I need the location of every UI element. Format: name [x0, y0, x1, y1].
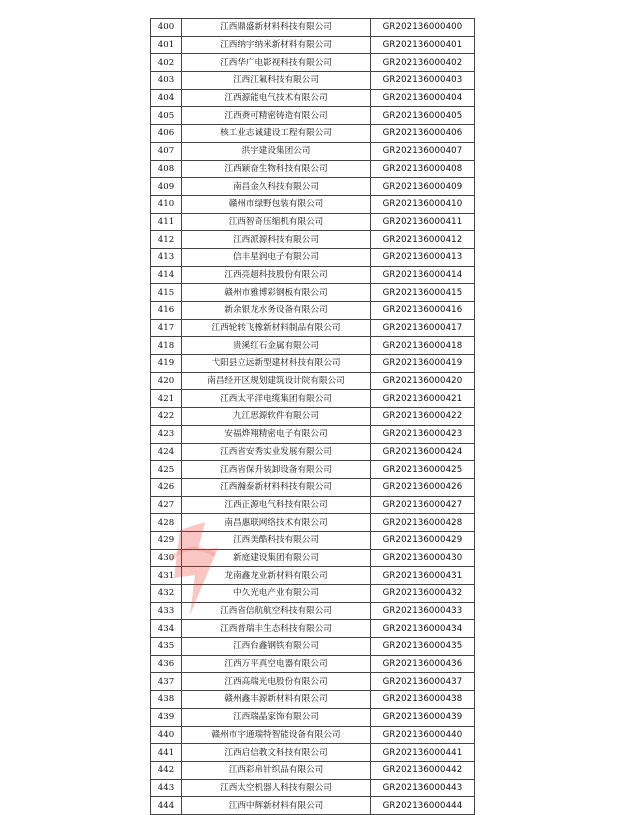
certificate-code-cell: GR202136000440 [371, 726, 475, 744]
company-name-cell: 新余银龙水务设备有限公司 [182, 302, 371, 320]
company-name-cell: 弋阳县立远新型建材科技有限公司 [182, 355, 371, 373]
company-name-cell: 核工业志诚建设工程有限公司 [182, 125, 371, 143]
table-row [151, 691, 475, 709]
company-name-cell: 贵溪红石金属有限公司 [182, 337, 371, 355]
certificate-code-cell: GR202136000423 [371, 425, 475, 443]
row-number-cell: 420 [151, 372, 182, 390]
company-name-cell: 江西普瑞丰生态科技有限公司 [182, 620, 371, 638]
certificate-code-cell: GR202136000405 [371, 107, 475, 125]
certificate-code-cell: GR202136000435 [371, 638, 475, 656]
certificate-code-cell: GR202136000406 [371, 125, 475, 143]
row-number-cell: 429 [151, 531, 182, 549]
table-row [151, 372, 475, 390]
table-row [151, 761, 475, 779]
table-row [151, 107, 475, 125]
certificate-code-cell: GR202136000407 [371, 142, 475, 160]
certificate-code-cell: GR202136000419 [371, 355, 475, 373]
row-number-cell: 407 [151, 142, 182, 160]
row-number-cell: 432 [151, 585, 182, 603]
certificate-code-cell: GR202136000415 [371, 284, 475, 302]
company-name-cell: 江西高瑞光电股份有限公司 [182, 673, 371, 691]
company-name-cell: 新庭建设集团有限公司 [182, 549, 371, 567]
table-row [151, 142, 475, 160]
certificate-code-cell: GR202136000421 [371, 390, 475, 408]
certificate-code-cell: GR202136000401 [371, 36, 475, 54]
company-name-cell: 江西颖奋生物科技有限公司 [182, 160, 371, 178]
table-row [151, 638, 475, 656]
certificate-code-cell: GR202136000431 [371, 567, 475, 585]
table-row [151, 284, 475, 302]
row-number-cell: 412 [151, 231, 182, 249]
company-name-cell: 赣州市雅博彩钢板有限公司 [182, 284, 371, 302]
row-number-cell: 433 [151, 602, 182, 620]
table-row [151, 36, 475, 54]
company-name-cell: 江西江氟科技有限公司 [182, 72, 371, 90]
row-number-cell: 423 [151, 425, 182, 443]
table-row [151, 726, 475, 744]
enterprise-list-table [150, 18, 475, 815]
table-row [151, 390, 475, 408]
certificate-code-cell: GR202136000441 [371, 744, 475, 762]
row-number-cell: 415 [151, 284, 182, 302]
company-name-cell: 江西彩帛针织品有限公司 [182, 761, 371, 779]
table-row [151, 19, 475, 37]
table-row [151, 514, 475, 532]
row-number-cell: 440 [151, 726, 182, 744]
row-number-cell: 421 [151, 390, 182, 408]
row-number-cell: 403 [151, 72, 182, 90]
company-name-cell: 江西太平洋电缆集团有限公司 [182, 390, 371, 408]
table-row [151, 302, 475, 320]
company-name-cell: 江西源能电气技术有限公司 [182, 89, 371, 107]
row-number-cell: 404 [151, 89, 182, 107]
row-number-cell: 443 [151, 779, 182, 797]
certificate-code-cell: GR202136000403 [371, 72, 475, 90]
company-name-cell: 江西赉可精密铸造有限公司 [182, 107, 371, 125]
table-row [151, 178, 475, 196]
certificate-code-cell: GR202136000424 [371, 443, 475, 461]
table-body [151, 19, 475, 815]
certificate-code-cell: GR202136000418 [371, 337, 475, 355]
certificate-code-cell: GR202136000427 [371, 496, 475, 514]
table-row [151, 602, 475, 620]
certificate-code-cell: GR202136000437 [371, 673, 475, 691]
company-name-cell: 江西省安秀实业发展有限公司 [182, 443, 371, 461]
company-name-cell: 江西正源电气科技有限公司 [182, 496, 371, 514]
table-row [151, 779, 475, 797]
company-name-cell: 江西瑞晶家饰有限公司 [182, 708, 371, 726]
table-row [151, 319, 475, 337]
row-number-cell: 414 [151, 266, 182, 284]
row-number-cell: 418 [151, 337, 182, 355]
company-name-cell: 南昌经开区规划建筑设计院有限公司 [182, 372, 371, 390]
company-name-cell: 九江思源软件有限公司 [182, 408, 371, 426]
table-row [151, 248, 475, 266]
table-row [151, 231, 475, 249]
row-number-cell: 439 [151, 708, 182, 726]
certificate-code-cell: GR202136000436 [371, 655, 475, 673]
company-name-cell: 江西省信航航空科技有限公司 [182, 602, 371, 620]
table-row [151, 461, 475, 479]
certificate-code-cell: GR202136000430 [371, 549, 475, 567]
row-number-cell: 438 [151, 691, 182, 709]
table-row [151, 266, 475, 284]
company-name-cell: 洪宇建设集团公司 [182, 142, 371, 160]
row-number-cell: 410 [151, 195, 182, 213]
row-number-cell: 428 [151, 514, 182, 532]
row-number-cell: 408 [151, 160, 182, 178]
certificate-code-cell: GR202136000410 [371, 195, 475, 213]
company-name-cell: 南昌金久科技有限公司 [182, 178, 371, 196]
certificate-code-cell: GR202136000411 [371, 213, 475, 231]
table-row [151, 478, 475, 496]
company-name-cell: 龙南鑫龙业新材料有限公司 [182, 567, 371, 585]
table-row [151, 89, 475, 107]
certificate-code-cell: GR202136000432 [371, 585, 475, 603]
company-name-cell: 赣州市绿野包装有限公司 [182, 195, 371, 213]
certificate-code-cell: GR202136000434 [371, 620, 475, 638]
certificate-code-cell: GR202136000425 [371, 461, 475, 479]
company-name-cell: 江西纳宇纳米新材料有限公司 [182, 36, 371, 54]
company-name-cell: 信丰星润电子有限公司 [182, 248, 371, 266]
certificate-code-cell: GR202136000420 [371, 372, 475, 390]
certificate-code-cell: GR202136000414 [371, 266, 475, 284]
company-name-cell: 江西轮转飞橡新材料制品有限公司 [182, 319, 371, 337]
table-row [151, 585, 475, 603]
table-row [151, 408, 475, 426]
table-row [151, 531, 475, 549]
table-row [151, 72, 475, 90]
certificate-code-cell: GR202136000412 [371, 231, 475, 249]
row-number-cell: 401 [151, 36, 182, 54]
row-number-cell: 411 [151, 213, 182, 231]
company-name-cell: 中久光电产业有限公司 [182, 585, 371, 603]
certificate-code-cell: GR202136000400 [371, 19, 475, 37]
table-row [151, 425, 475, 443]
company-name-cell: 赣州市宇通瑞特智能设备有限公司 [182, 726, 371, 744]
row-number-cell: 417 [151, 319, 182, 337]
table-row [151, 125, 475, 143]
table-row [151, 797, 475, 815]
certificate-code-cell: GR202136000433 [371, 602, 475, 620]
certificate-code-cell: GR202136000428 [371, 514, 475, 532]
table-row [151, 708, 475, 726]
row-number-cell: 444 [151, 797, 182, 815]
table-row [151, 549, 475, 567]
certificate-code-cell: GR202136000404 [371, 89, 475, 107]
row-number-cell: 434 [151, 620, 182, 638]
certificate-code-cell: GR202136000438 [371, 691, 475, 709]
table-row [151, 213, 475, 231]
company-name-cell: 江西亮超科技股份有限公司 [182, 266, 371, 284]
company-name-cell: 南昌惠联网络技术有限公司 [182, 514, 371, 532]
row-number-cell: 413 [151, 248, 182, 266]
company-name-cell: 安福烨翔精密电子有限公司 [182, 425, 371, 443]
certificate-code-cell: GR202136000402 [371, 54, 475, 72]
table-row [151, 496, 475, 514]
row-number-cell: 425 [151, 461, 182, 479]
row-number-cell: 422 [151, 408, 182, 426]
company-name-cell: 江西鼎盛新材料科技有限公司 [182, 19, 371, 37]
certificate-code-cell: GR202136000417 [371, 319, 475, 337]
company-name-cell: 江西美酷科技有限公司 [182, 531, 371, 549]
table-row [151, 744, 475, 762]
certificate-code-cell: GR202136000443 [371, 779, 475, 797]
company-name-cell: 江西太空机器人科技有限公司 [182, 779, 371, 797]
table-row [151, 567, 475, 585]
row-number-cell: 442 [151, 761, 182, 779]
table-row [151, 620, 475, 638]
row-number-cell: 437 [151, 673, 182, 691]
company-name-cell: 江西中辉新材料有限公司 [182, 797, 371, 815]
row-number-cell: 436 [151, 655, 182, 673]
table-row [151, 655, 475, 673]
company-name-cell: 江西省保升装卸设备有限公司 [182, 461, 371, 479]
table-row [151, 337, 475, 355]
table-row [151, 195, 475, 213]
certificate-code-cell: GR202136000426 [371, 478, 475, 496]
table-row [151, 160, 475, 178]
certificate-code-cell: GR202136000442 [371, 761, 475, 779]
row-number-cell: 424 [151, 443, 182, 461]
row-number-cell: 441 [151, 744, 182, 762]
row-number-cell: 409 [151, 178, 182, 196]
company-name-cell: 江西瀚泰新材料科技有限公司 [182, 478, 371, 496]
certificate-code-cell: GR202136000439 [371, 708, 475, 726]
table-row [151, 54, 475, 72]
certificate-code-cell: GR202136000422 [371, 408, 475, 426]
certificate-code-cell: GR202136000416 [371, 302, 475, 320]
table-row [151, 355, 475, 373]
table-row [151, 443, 475, 461]
row-number-cell: 402 [151, 54, 182, 72]
company-name-cell: 江西台鑫钢铁有限公司 [182, 638, 371, 656]
row-number-cell: 406 [151, 125, 182, 143]
table-row [151, 673, 475, 691]
certificate-code-cell: GR202136000413 [371, 248, 475, 266]
row-number-cell: 405 [151, 107, 182, 125]
certificate-code-cell: GR202136000444 [371, 797, 475, 815]
row-number-cell: 416 [151, 302, 182, 320]
row-number-cell: 419 [151, 355, 182, 373]
certificate-code-cell: GR202136000409 [371, 178, 475, 196]
certificate-code-cell: GR202136000408 [371, 160, 475, 178]
certificate-code-cell: GR202136000429 [371, 531, 475, 549]
company-name-cell: 江西智奇压缩机有限公司 [182, 213, 371, 231]
row-number-cell: 435 [151, 638, 182, 656]
company-name-cell: 赣州鑫丰源新材料有限公司 [182, 691, 371, 709]
company-name-cell: 江西派源科技有限公司 [182, 231, 371, 249]
row-number-cell: 426 [151, 478, 182, 496]
company-name-cell: 江西启信教文科技有限公司 [182, 744, 371, 762]
row-number-cell: 431 [151, 567, 182, 585]
row-number-cell: 427 [151, 496, 182, 514]
company-name-cell: 江西万平真空电器有限公司 [182, 655, 371, 673]
company-name-cell: 江西华广电影视科技有限公司 [182, 54, 371, 72]
row-number-cell: 400 [151, 19, 182, 37]
row-number-cell: 430 [151, 549, 182, 567]
